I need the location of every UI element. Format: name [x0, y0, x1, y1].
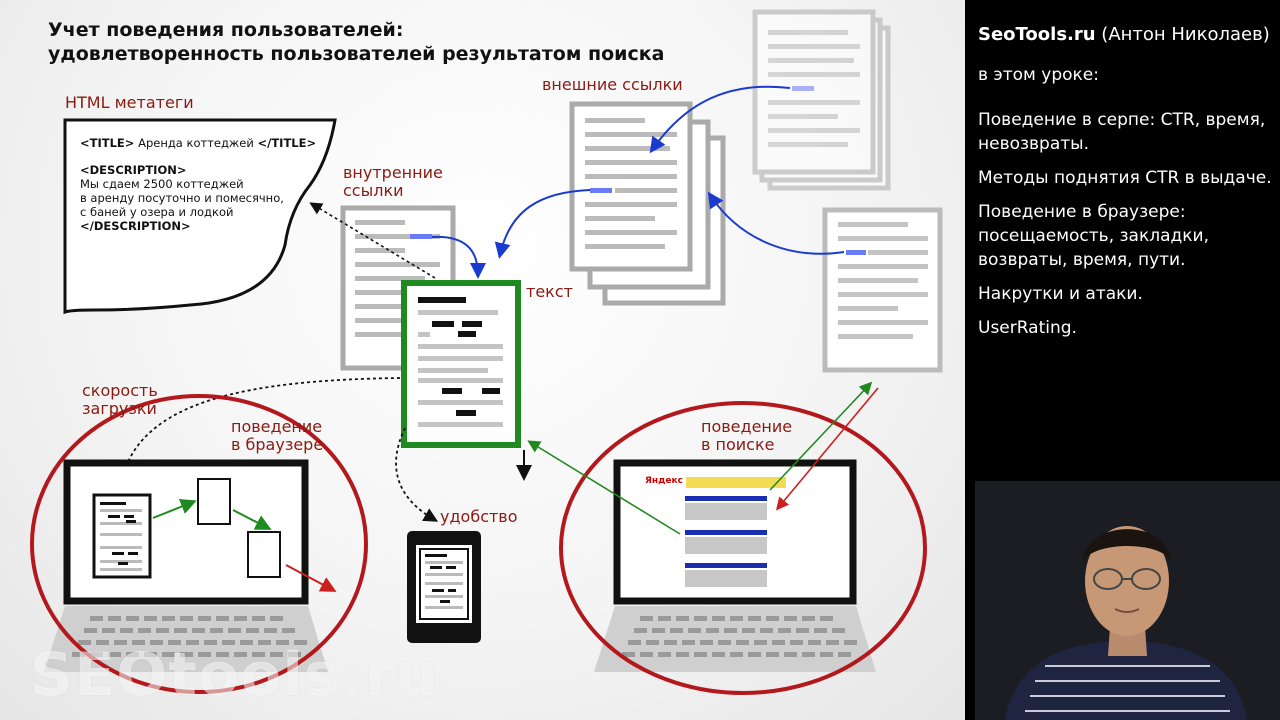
external-doc-stack-middle [572, 104, 723, 303]
label-search-behavior-line1: поведение [701, 417, 793, 436]
label-html-meta: HTML метатеги [65, 93, 194, 112]
label-external-links: внешние ссылки [542, 75, 683, 94]
external-doc-right [825, 210, 940, 370]
slide-title-line2: удовлетворенность пользователей результатом поиска [48, 43, 665, 65]
meta-desc-open-tag: <DESCRIPTION> [80, 163, 187, 177]
sidebar-author: (Антон Николаев) [1095, 24, 1270, 45]
label-usability: удобство [440, 507, 518, 526]
topic-item: Поведение в браузере: посещаемость, закладки, возвраты, время, пути. [978, 202, 1209, 270]
topic-item: Поведение в серпе: CTR, время, невозвраты. [978, 110, 1266, 154]
sidebar-subtitle: в этом уроке: [978, 65, 1099, 85]
sidebar-topics [978, 108, 1273, 350]
slide-title [48, 18, 664, 66]
label-load-speed-line1: скорость [82, 381, 158, 400]
label-text: текст [526, 282, 573, 301]
label-load-speed [82, 382, 158, 418]
label-browser-behavior-line2: в браузере [231, 435, 324, 454]
meta-desc-open [80, 163, 316, 177]
watermark: SEOtools.ru [30, 640, 439, 710]
label-search-behavior [701, 418, 792, 454]
external-doc-stack-top [755, 12, 888, 188]
usability-tablet [407, 531, 481, 643]
presenter-webcam [975, 481, 1280, 720]
label-internal-links-line2: ссылки [343, 181, 404, 200]
search-laptop [594, 463, 876, 672]
meta-title-line [80, 136, 316, 150]
topic-item: Накрутки и атаки. [978, 284, 1143, 304]
presenter-figure [975, 481, 1280, 720]
yandex-logo: Яндекс [645, 476, 683, 486]
meta-desc-close-tag: </DESCRIPTION> [80, 219, 191, 233]
label-internal-links-line1: внутренние [343, 163, 443, 182]
label-load-speed-line2: загрузки [82, 399, 157, 418]
topic-item: UserRating. [978, 318, 1077, 338]
slide-title-line1: Учет поведения пользователей: [48, 19, 404, 41]
label-browser-behavior-line1: поведение [231, 417, 323, 436]
sidebar-brand: SeoTools.ru [978, 24, 1096, 45]
label-search-behavior-line2: в поиске [701, 435, 775, 454]
sidebar-header [978, 24, 1270, 46]
label-browser-behavior [231, 418, 323, 454]
meta-desc-line3: с баней у озера и лодкой [80, 205, 234, 219]
meta-title-close: </TITLE> [257, 136, 317, 150]
meta-title-open: <TITLE> [80, 136, 135, 150]
meta-desc-line1: Мы сдаем 2500 коттеджей [80, 177, 244, 191]
label-internal-links [343, 164, 443, 200]
meta-desc-line2: в аренду посуточно и помесячно, [80, 191, 284, 205]
text-page-green [404, 283, 518, 445]
meta-title-text: Аренда коттеджей [134, 136, 258, 150]
meta-desc-close [80, 219, 316, 233]
meta-tags-content [80, 136, 316, 233]
topic-item: Методы поднятия CTR в выдаче. [978, 168, 1272, 188]
